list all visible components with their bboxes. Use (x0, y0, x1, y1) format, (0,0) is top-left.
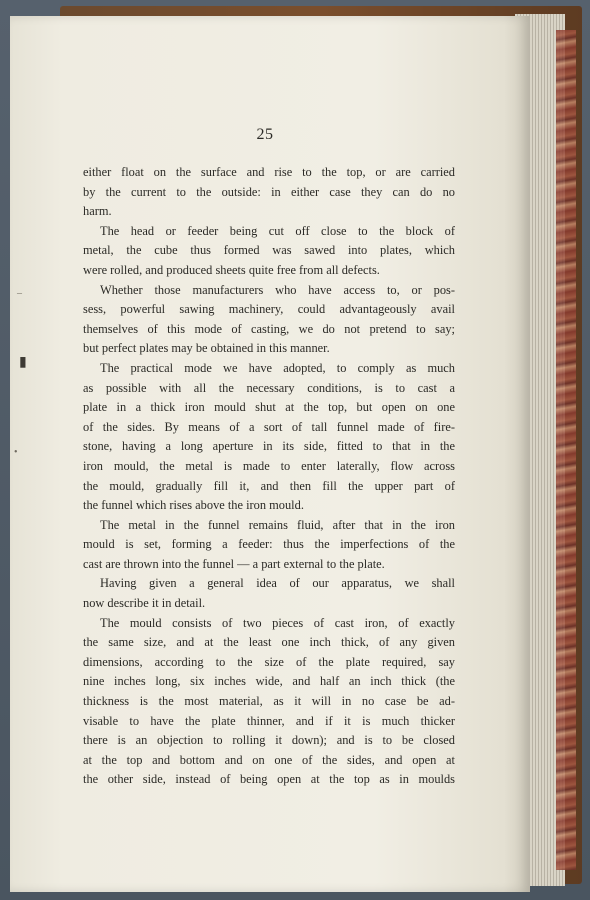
text-line: but perfect plates may be obtained in this manner. (83, 341, 330, 356)
text-line: plate in a thick iron mould shut at the top, but open on one (83, 400, 455, 415)
text-line: mould is set, forming a feeder: thus the imperfections of the (83, 537, 455, 552)
body-text (83, 163, 455, 790)
text-line: The practical mode we have adopted, to comply as much (100, 360, 455, 375)
text-line: The mould consists of two pieces of cast iron, of exactly (100, 615, 455, 630)
text-line: as possible with all the necessary conditions, is to cast a (83, 380, 455, 395)
text-line: iron mould, the metal is made to enter laterally, flow across (83, 458, 455, 473)
text-line: sess, powerful sawing machinery, could advantageously avail (83, 302, 455, 317)
text-line: harm. (83, 204, 112, 219)
text-line: visable to have the plate thinner, and if it is much thicker (83, 713, 455, 728)
text-line: metal, the cube thus formed was sawed into plates, which (83, 243, 455, 258)
text-line: nine inches long, six inches wide, and half an inch thick (the (83, 674, 455, 689)
margin-dash-mark: – (17, 288, 22, 299)
text-line: now describe it in detail. (83, 596, 206, 611)
text-line: of the sides. By means of a sort of tall funnel made of fire- (83, 419, 455, 434)
text-line: there is an objection to rolling it down); and is to be closed (83, 733, 455, 748)
text-line: themselves of this mode of casting, we do not pretend to say; (83, 321, 455, 336)
text-line: The head or feeder being cut off close to the block of (100, 223, 455, 238)
text-line: were rolled, and produced sheets quite free from all defects. (83, 262, 380, 277)
text-line: the same size, and at the least one inch thick, of any given (83, 635, 455, 650)
text-line: stone, having a long aperture in its side, fitted to that in the (83, 439, 455, 454)
text-line: The metal in the funnel remains fluid, after that in the iron (100, 517, 455, 532)
text-line: cast are thrown into the funnel — a part external to the plate. (83, 556, 385, 571)
text-line: the other side, instead of being open at the top as in moulds (83, 772, 455, 787)
text-line: the funnel which rises above the iron mould. (83, 498, 304, 513)
text-line: either float on the surface and rise to the top, or are carried (83, 165, 455, 179)
text-line: Having given a general idea of our apparatus, we shall (100, 576, 455, 591)
marbled-edge (556, 30, 576, 870)
page-number: 25 (256, 126, 274, 143)
text-line: at the top and bottom and on one of the sides, and open at (83, 752, 455, 767)
text-line: dimensions, according to the size of the plate required, say (83, 654, 455, 669)
margin-ink-mark: ▮ (19, 355, 27, 370)
text-line: by the current to the outside: in either case they can do no (83, 184, 455, 199)
text-line: the mould, gradually fill it, and then fill the upper part of (83, 478, 455, 493)
text-line: Whether those manufacturers who have access to, or pos- (100, 282, 455, 297)
text-line: thickness is the most material, as it will in no case be ad- (83, 694, 455, 709)
margin-dot-mark: • (14, 447, 18, 458)
